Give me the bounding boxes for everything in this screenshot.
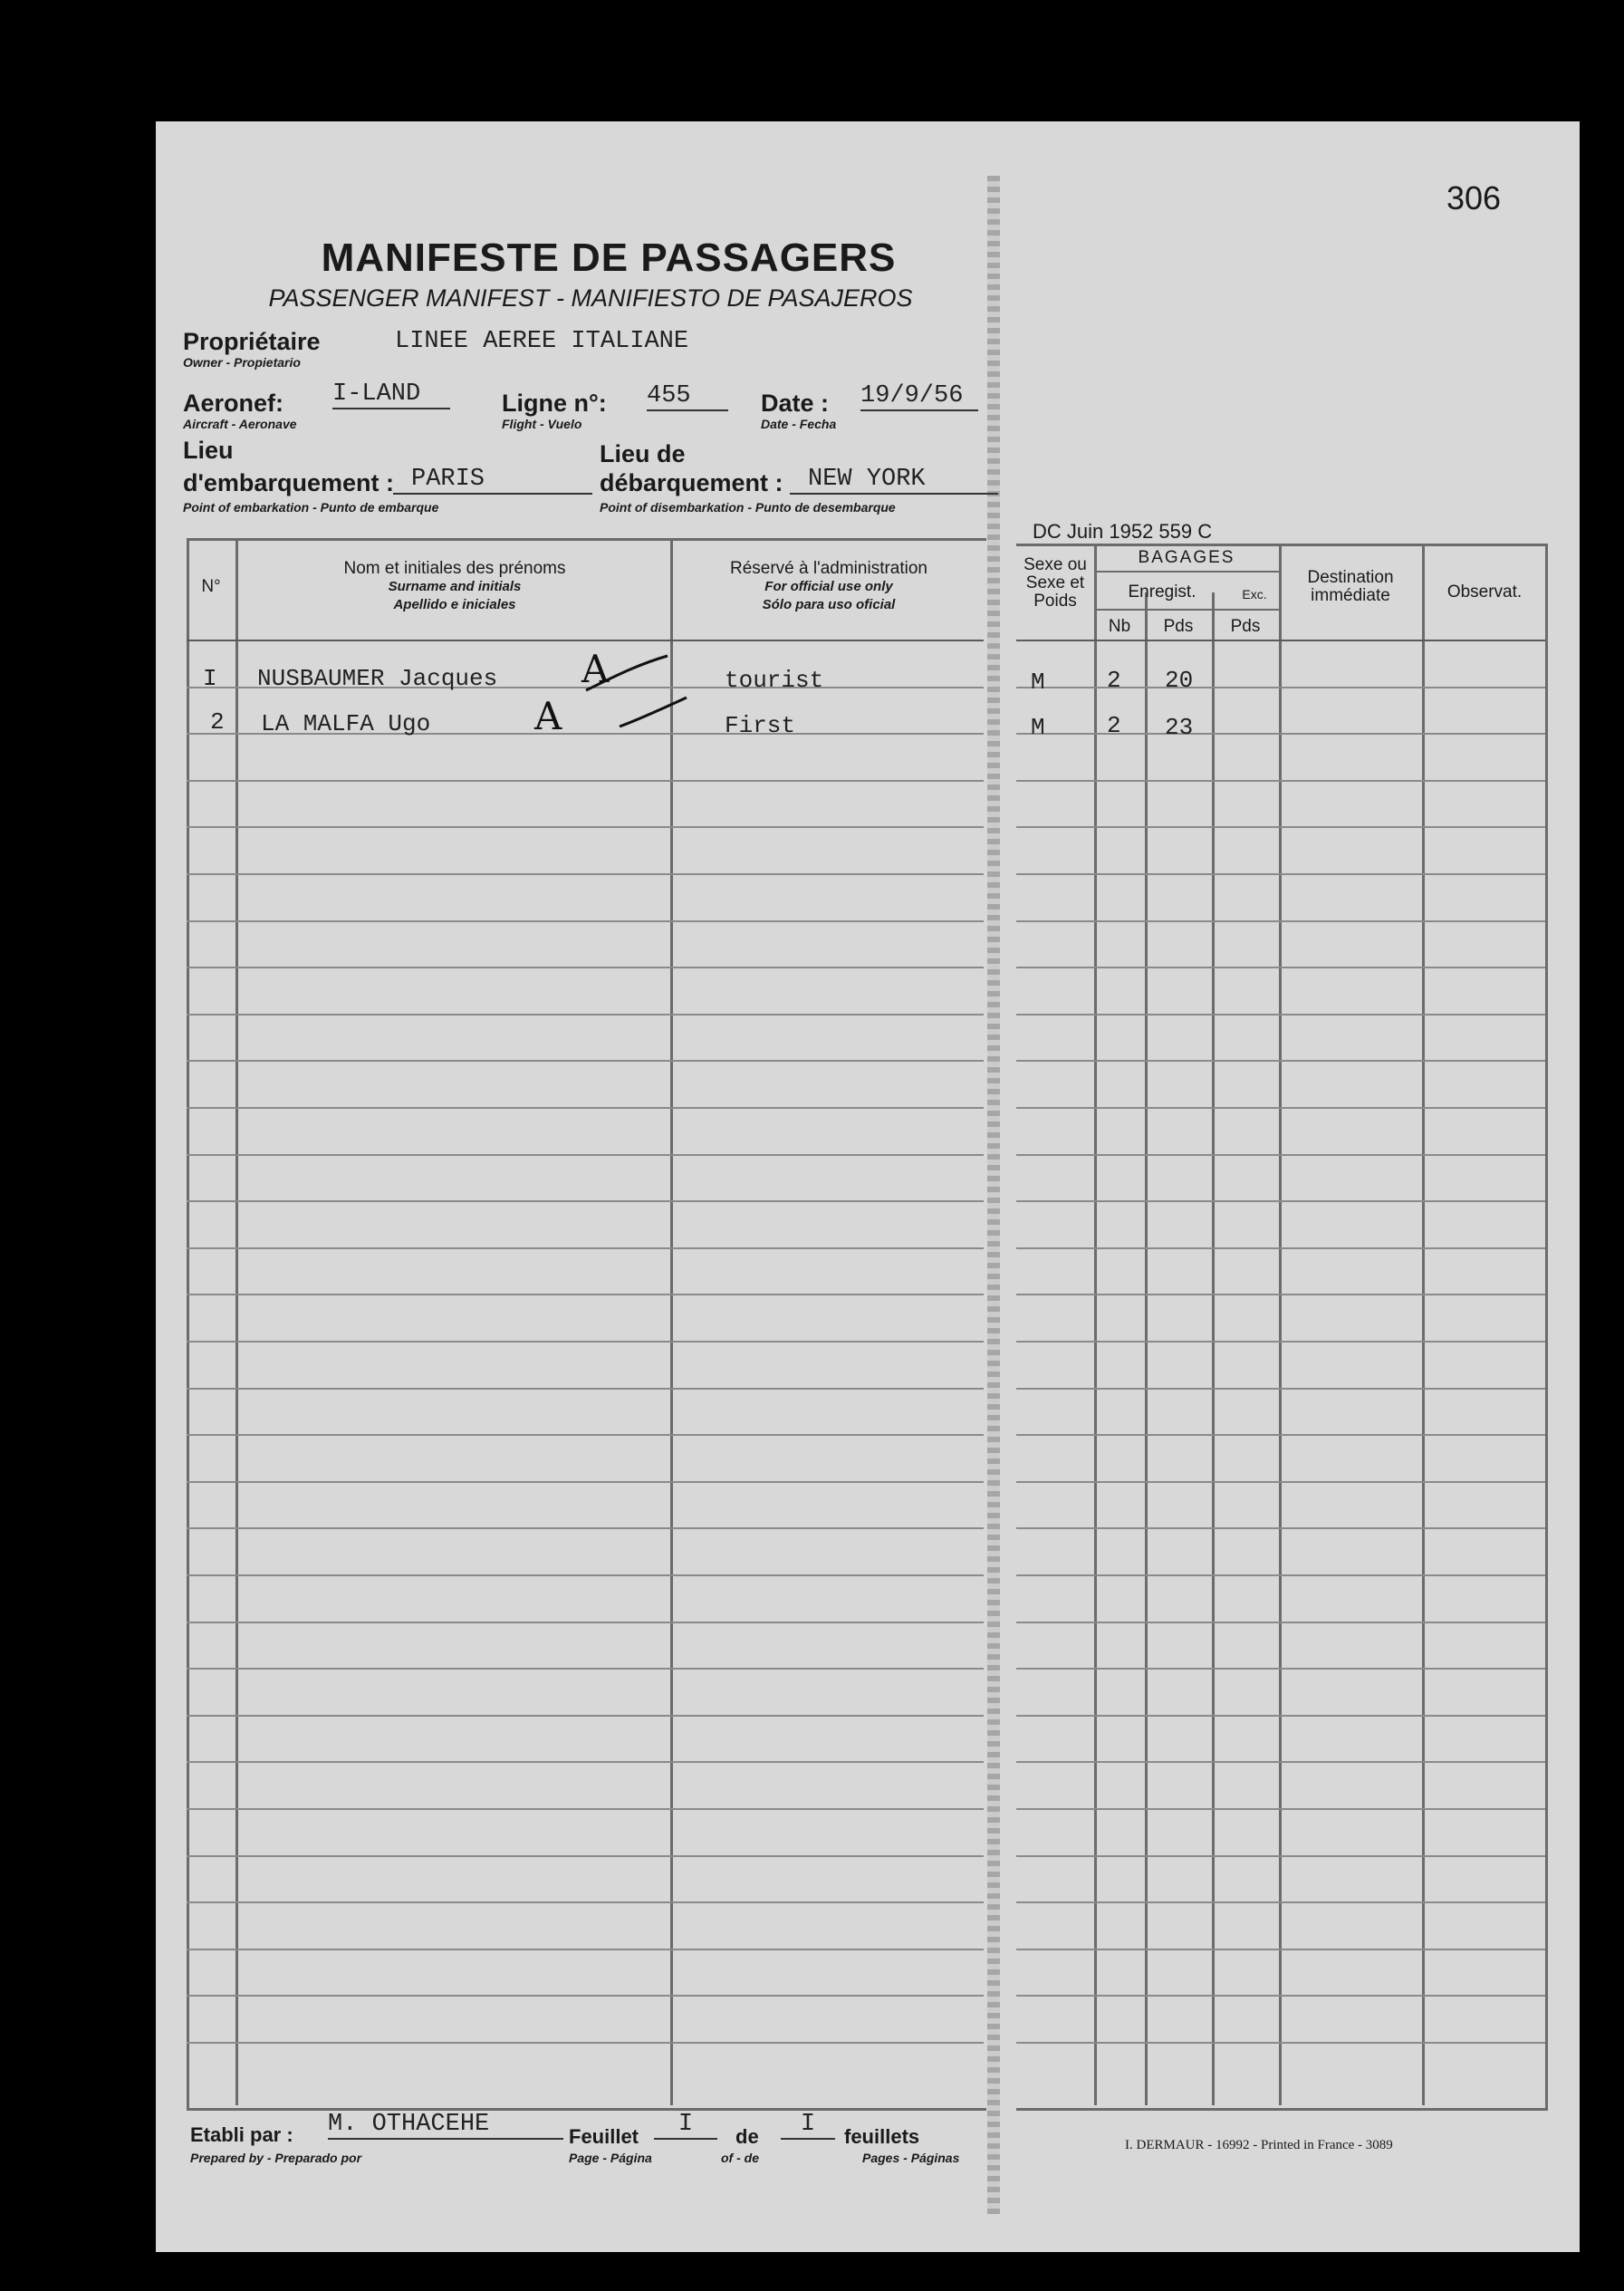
header-admin-label: Réservé à l'administration: [730, 559, 927, 578]
header-no: N°: [201, 577, 221, 596]
ruled-line: [187, 1622, 984, 1623]
aircraft-value: I-LAND: [332, 380, 450, 409]
ruled-line: [187, 640, 984, 641]
header-name-sub1: Surname and initials: [388, 579, 522, 594]
row1-name: NUSBAUMER Jacques: [257, 665, 498, 692]
prepared-sublabel: Prepared by - Preparado por: [190, 2151, 362, 2165]
ruled-line: [187, 967, 984, 968]
ruled-line: [1016, 1107, 1545, 1109]
row2-handwritten-mark: A: [534, 694, 562, 738]
row1-handwritten-mark: A: [581, 647, 610, 691]
ruled-line: [1016, 1901, 1545, 1903]
page-number: 306: [1446, 179, 1502, 217]
ruled-line: [1016, 1668, 1545, 1670]
row2-name: LA MALFA Ugo: [261, 710, 431, 737]
ruled-line: [187, 1901, 984, 1903]
sheet-label: Feuillet: [569, 2125, 639, 2148]
header-exc: Exc.: [1242, 587, 1267, 602]
bagages-divider: [1094, 571, 1279, 573]
ruled-line: [187, 1388, 984, 1390]
embarkation-value: PARIS: [393, 466, 592, 495]
embarkation-label-1: Lieu: [183, 437, 234, 464]
ruled-line: [187, 1995, 984, 1997]
owner-sublabel: Owner - Propietario: [183, 355, 301, 370]
header-bagages: BAGAGES: [1138, 548, 1235, 567]
ruled-line: [1016, 873, 1545, 875]
ruled-line: [1016, 733, 1545, 735]
sheet-sublabel: Page - Página: [569, 2151, 652, 2165]
ruled-line: [1016, 640, 1545, 641]
page-subtitle: PASSENGER MANIFEST - MANIFIESTO DE PASAJEROS: [268, 284, 913, 312]
flight-sublabel: Flight - Vuelo: [502, 417, 582, 431]
of-sublabel: of - de: [721, 2151, 759, 2165]
col-divider: [1212, 592, 1215, 2105]
ruled-line: [1016, 826, 1545, 828]
sheet-value: I: [654, 2111, 717, 2140]
manifest-sheet: [156, 121, 1580, 2252]
embarkation-label-2: d'embarquement :: [183, 469, 394, 496]
ruled-line: [1016, 1574, 1545, 1576]
row2-pen-stroke: [618, 696, 690, 732]
col-divider: [670, 538, 673, 2105]
ruled-line: [1016, 1060, 1545, 1062]
ruled-line: [1016, 1527, 1545, 1529]
form-code: DC Juin 1952 559 C: [1033, 520, 1213, 543]
disembarkation-value: NEW YORK: [790, 466, 998, 495]
ruled-line: [1016, 1715, 1545, 1717]
col-divider: [235, 538, 238, 2105]
row1-no: I: [203, 665, 217, 692]
ruled-line: [1016, 1154, 1545, 1156]
ruled-line: [187, 1107, 984, 1109]
flight-value: 455: [647, 382, 728, 411]
ruled-line: [1016, 1808, 1545, 1810]
sheets-label: feuillets: [844, 2125, 920, 2148]
owner-label: Propriétaire: [183, 328, 321, 355]
header-name-label: Nom et initiales des prénoms: [343, 559, 566, 578]
ruled-line: [1016, 1622, 1545, 1623]
header-admin: [674, 560, 984, 614]
ruled-line: [187, 1527, 984, 1529]
col-divider: [1094, 544, 1097, 2105]
of-value: I: [781, 2111, 835, 2140]
ruled-line: [1016, 920, 1545, 922]
prepared-label: Etabli par :: [190, 2123, 293, 2146]
ruled-line: [187, 920, 984, 922]
ruled-line: [1016, 1341, 1545, 1343]
ruled-line: [187, 873, 984, 875]
col-divider: [1422, 544, 1425, 2105]
ruled-line: [187, 1949, 984, 1950]
aircraft-sublabel: Aircraft - Aeronave: [183, 417, 297, 431]
ruled-line: [187, 780, 984, 782]
ruled-line: [1016, 780, 1545, 782]
ruled-line: [1016, 1294, 1545, 1295]
ruled-line: [187, 2042, 984, 2044]
bagages-subdivider: [1094, 609, 1279, 611]
prepared-value: M. OTHACEHE: [328, 2111, 563, 2140]
row1-pds: 20: [1165, 667, 1194, 694]
disembarkation-label-1: Lieu de: [600, 440, 686, 467]
date-value: 19/9/56: [860, 382, 978, 411]
ruled-line: [1016, 1388, 1545, 1390]
ruled-line: [187, 1761, 984, 1763]
ruled-line: [187, 1060, 984, 1062]
header-pds-exc: Pds: [1230, 617, 1261, 636]
ruled-line: [1016, 1434, 1545, 1436]
disembarkation-sublabel: Point of disembarkation - Punto de desembarque: [600, 500, 896, 515]
header-pds: Pds: [1163, 617, 1194, 636]
col-divider: [1145, 592, 1148, 2105]
ruled-line: [1016, 1247, 1545, 1249]
disembarkation-label-2: débarquement :: [600, 469, 783, 496]
ruled-line: [187, 1668, 984, 1670]
ruled-line: [1016, 1014, 1545, 1016]
header-nb: Nb: [1108, 617, 1131, 636]
ruled-line: [1016, 1995, 1545, 1997]
row1-class: tourist: [725, 667, 824, 694]
ruled-line: [187, 1294, 984, 1295]
row1-pen-stroke: [581, 652, 672, 698]
date-label: Date :: [761, 390, 830, 417]
ruled-line: [187, 1247, 984, 1249]
ruled-line: [187, 1481, 984, 1483]
ruled-line: [187, 1341, 984, 1343]
left-table-frame: [187, 538, 986, 2111]
ruled-line: [1016, 1481, 1545, 1483]
row1-sex: M: [1031, 669, 1045, 696]
sheets-sublabel: Pages - Páginas: [862, 2151, 960, 2165]
ruled-line: [187, 1855, 984, 1857]
row2-nb: 2: [1107, 712, 1121, 739]
page-title: MANIFESTE DE PASSAGERS: [321, 236, 897, 280]
ruled-line: [187, 1715, 984, 1717]
embarkation-sublabel: Point of embarkation - Punto de embarque: [183, 500, 439, 515]
ruled-line: [187, 826, 984, 828]
row1-nb: 2: [1107, 667, 1121, 694]
ruled-line: [187, 1200, 984, 1202]
ruled-line: [187, 1574, 984, 1576]
ruled-line: [187, 1154, 984, 1156]
aircraft-label: Aeronef:: [183, 390, 284, 417]
of-label: de: [735, 2125, 759, 2148]
header-admin-sub2: Sólo para uso oficial: [762, 597, 896, 612]
header-name-sub2: Apellido e iniciales: [393, 597, 516, 612]
ruled-line: [1016, 1761, 1545, 1763]
row2-no: 2: [210, 708, 225, 736]
ruled-line: [187, 1434, 984, 1436]
ruled-line: [1016, 1855, 1545, 1857]
header-enregist: Enregist.: [1128, 582, 1196, 602]
date-sublabel: Date - Fecha: [761, 417, 837, 431]
row2-sex: M: [1031, 714, 1045, 741]
ruled-line: [1016, 1200, 1545, 1202]
header-observations: Observat.: [1446, 582, 1523, 602]
ruled-line: [1016, 2042, 1545, 2044]
header-destination: Destination immédiate: [1307, 568, 1394, 605]
printer-imprint: I. DERMAUR - 16992 - Printed in France - 3089: [1125, 2138, 1393, 2152]
ruled-line: [187, 1808, 984, 1810]
row2-pds: 23: [1165, 714, 1194, 741]
flight-label: Ligne n°:: [502, 390, 607, 417]
row2-class: First: [725, 712, 796, 739]
ruled-line: [1016, 687, 1545, 688]
ruled-line: [1016, 967, 1545, 968]
header-name: [239, 560, 670, 614]
col-divider: [1279, 544, 1282, 2105]
ruled-line: [1016, 1949, 1545, 1950]
header-sex: Sexe ou Sexe et Poids: [1023, 555, 1087, 611]
ruled-line: [187, 1014, 984, 1016]
header-admin-sub1: For official use only: [764, 579, 893, 594]
owner-value: LINEE AEREE ITALIANE: [395, 328, 689, 355]
